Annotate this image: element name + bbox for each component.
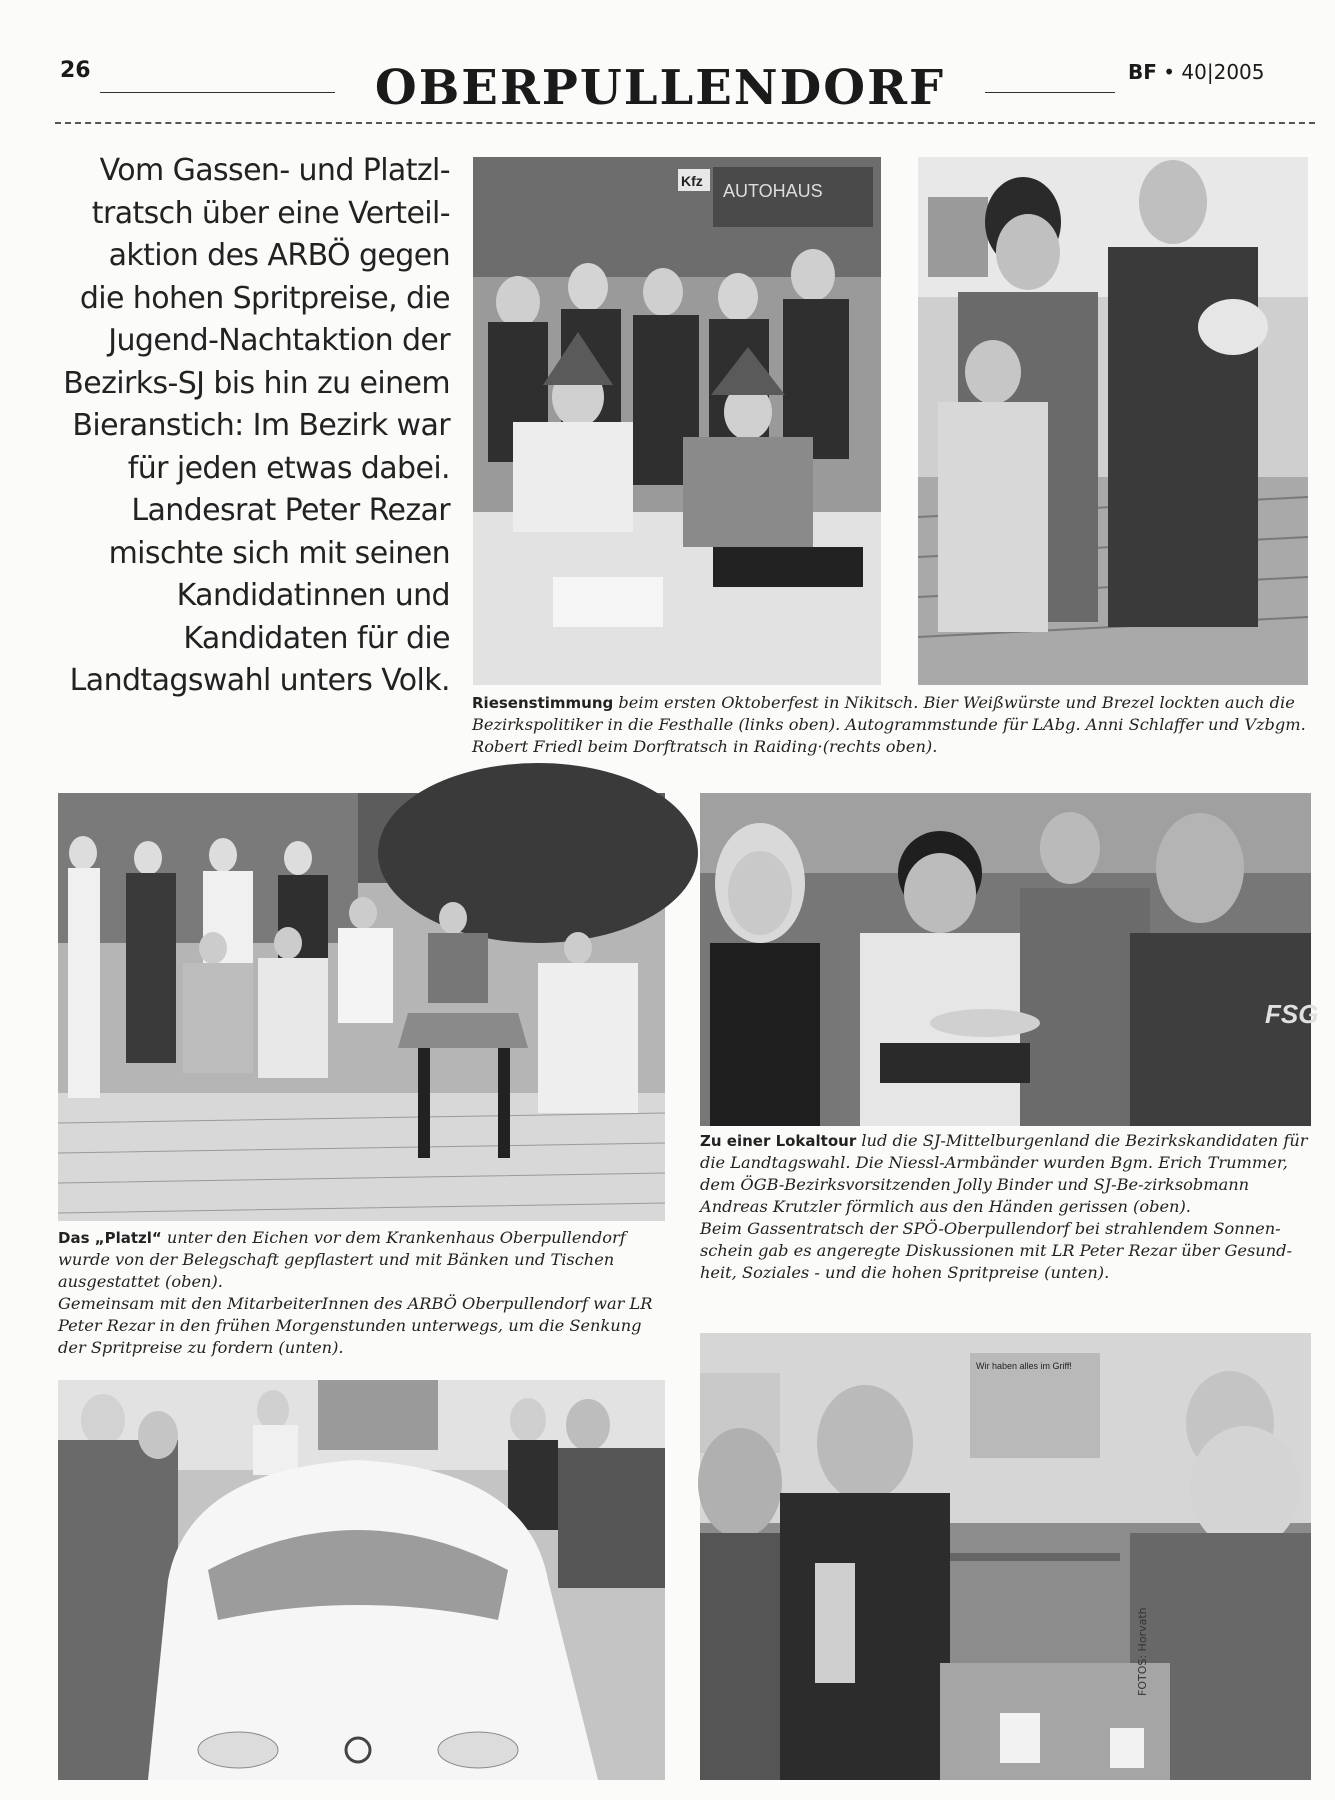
caption-left [58,1227,666,1359]
banner-text: Wir haben alles im Griff! [976,1361,1072,1371]
photo-arboe [58,1380,665,1780]
issue-number: 40|2005 [1181,60,1265,84]
autohaus-sign: AUTOHAUS [723,181,823,201]
caption-left-lead: Das „Platzl“ [58,1229,162,1247]
photo-credit: FOTOS: Horvath [1136,1607,1149,1696]
photo-gassentratsch [700,1333,1311,1780]
intro-text: Vom Gassen- und Platzl-tratsch über eine Verteil-aktion des ARBÖ gegen die hohen Spritpreise, die Jugend-Nachtaktion der Bezirks-SJ bis hin zu einem Bieranstich: Im Bezirk war für jeden etwas dabei. Landesrat Peter Rezar mischte sich mit seinen Kandidatinnen und Kandidaten für die Landtagswahl unters Volk. [63,153,450,698]
caption-right-text: lud die SJ-Mittelburgenland die Bezirkskandidaten für die Landtagswahl. Die Niessl-Armbänder wurden Bgm. Erich Trummer, dem ÖGB-Bezirksvorsitzenden Jolly Binder und SJ-Be-zirksobmann Andreas Krutzler förmlich aus den Händen gerissen (oben). [700,1131,1308,1216]
issue-info [1128,60,1265,84]
caption-top-text: beim ersten Oktoberfest in Nikitsch. Bier Weißwürste und Brezel lockten auch die Bezirkspolitiker in die Festhalle (links oben). Autogrammstunde für LAbg. Anni Schlaffer und Vzbgm. Robert Friedl beim Dorftratsch in Raiding·(rechts oben). [472,693,1306,756]
caption-left-text2: Gemeinsam mit den MitarbeiterInnen des ARBÖ Oberpullendorf war LR Peter Rezar in den frühen Morgenstunden unterwegs, um die Senkung der Spritpreise zu fordern (unten). [58,1294,653,1357]
caption-top [472,692,1314,758]
caption-right-lead: Zu einer Lokaltour [700,1132,857,1150]
caption-top-lead: Riesenstimmung [472,694,614,712]
caption-left-text: unter den Eichen vor dem Krankenhaus Oberpullendorf wurde von der Belegschaft gepflastert und mit Bänken und Tischen ausgestattet (oben). [58,1228,626,1291]
publication-name: BF [1128,60,1157,84]
photo-platzl [58,793,665,1221]
photo-dorftratsch [918,157,1308,685]
photo-oktoberfest [473,157,881,685]
header-divider [55,122,1315,124]
caption-right [700,1130,1312,1284]
kfz-badge: Kfz [681,173,703,189]
header-separator: • [1163,60,1176,84]
caption-right-text2: Beim Gassentratsch der SPÖ-Oberpullendorf bei strahlendem Sonnen-schein gab es angeregte Diskussionen mit LR Peter Rezar über Gesund-heit, Soziales - und die hohen Spritpreise (unten). [700,1219,1292,1282]
header-rule-left [100,92,335,93]
section-title: OBERPULLENDORF [374,60,946,116]
header-rule-right [985,92,1115,93]
photo-lokaltour [700,793,1319,1126]
page-number: 26 [60,58,91,83]
fsg-shirt-text: FSG [1265,999,1319,1029]
